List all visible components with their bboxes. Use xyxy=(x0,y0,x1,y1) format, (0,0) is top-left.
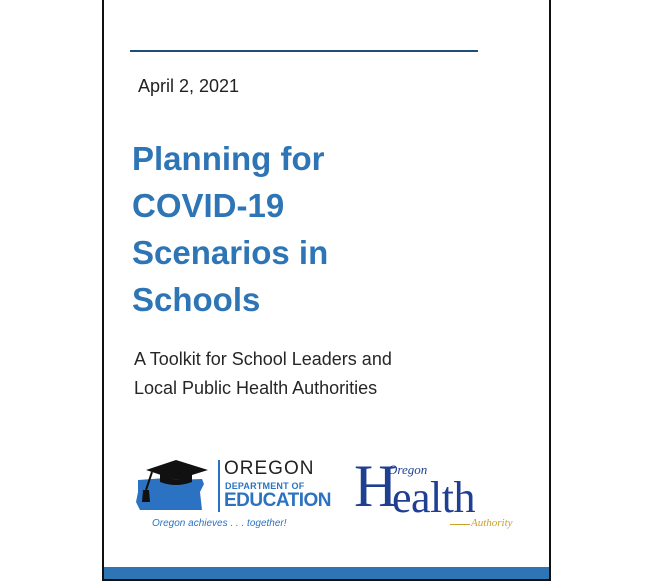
document-subtitle xyxy=(134,345,514,403)
title-line: Scenarios in xyxy=(132,234,329,271)
subtitle-line: Local Public Health Authorities xyxy=(134,378,378,398)
ode-name-department: DEPARTMENT OF xyxy=(225,481,305,491)
ode-name-oregon: OREGON xyxy=(224,458,315,479)
subtitle-line: A Toolkit for School Leaders and xyxy=(134,349,392,369)
bottom-band xyxy=(104,567,549,579)
oha-authority: Authority xyxy=(471,517,513,529)
oha-rule xyxy=(450,524,470,525)
ode-name-education: EDUCATION xyxy=(224,490,332,511)
ode-divider xyxy=(218,460,220,512)
ode-logo xyxy=(130,458,332,534)
oha-logo xyxy=(354,453,534,538)
oregon-graduation-cap-icon xyxy=(132,458,212,514)
oha-initial: H xyxy=(354,453,398,519)
title-line: COVID-19 xyxy=(132,187,285,224)
ode-tagline: Oregon achieves . . . together! xyxy=(152,518,287,529)
oha-oregon: Oregon xyxy=(388,462,428,477)
title-line: Planning for xyxy=(132,140,325,177)
oha-health: ealth xyxy=(392,473,476,522)
document-date: April 2, 2021 xyxy=(138,76,240,96)
document-cover-page xyxy=(102,0,551,581)
document-title xyxy=(132,135,512,323)
top-rule xyxy=(130,50,478,52)
title-line: Schools xyxy=(132,281,261,318)
